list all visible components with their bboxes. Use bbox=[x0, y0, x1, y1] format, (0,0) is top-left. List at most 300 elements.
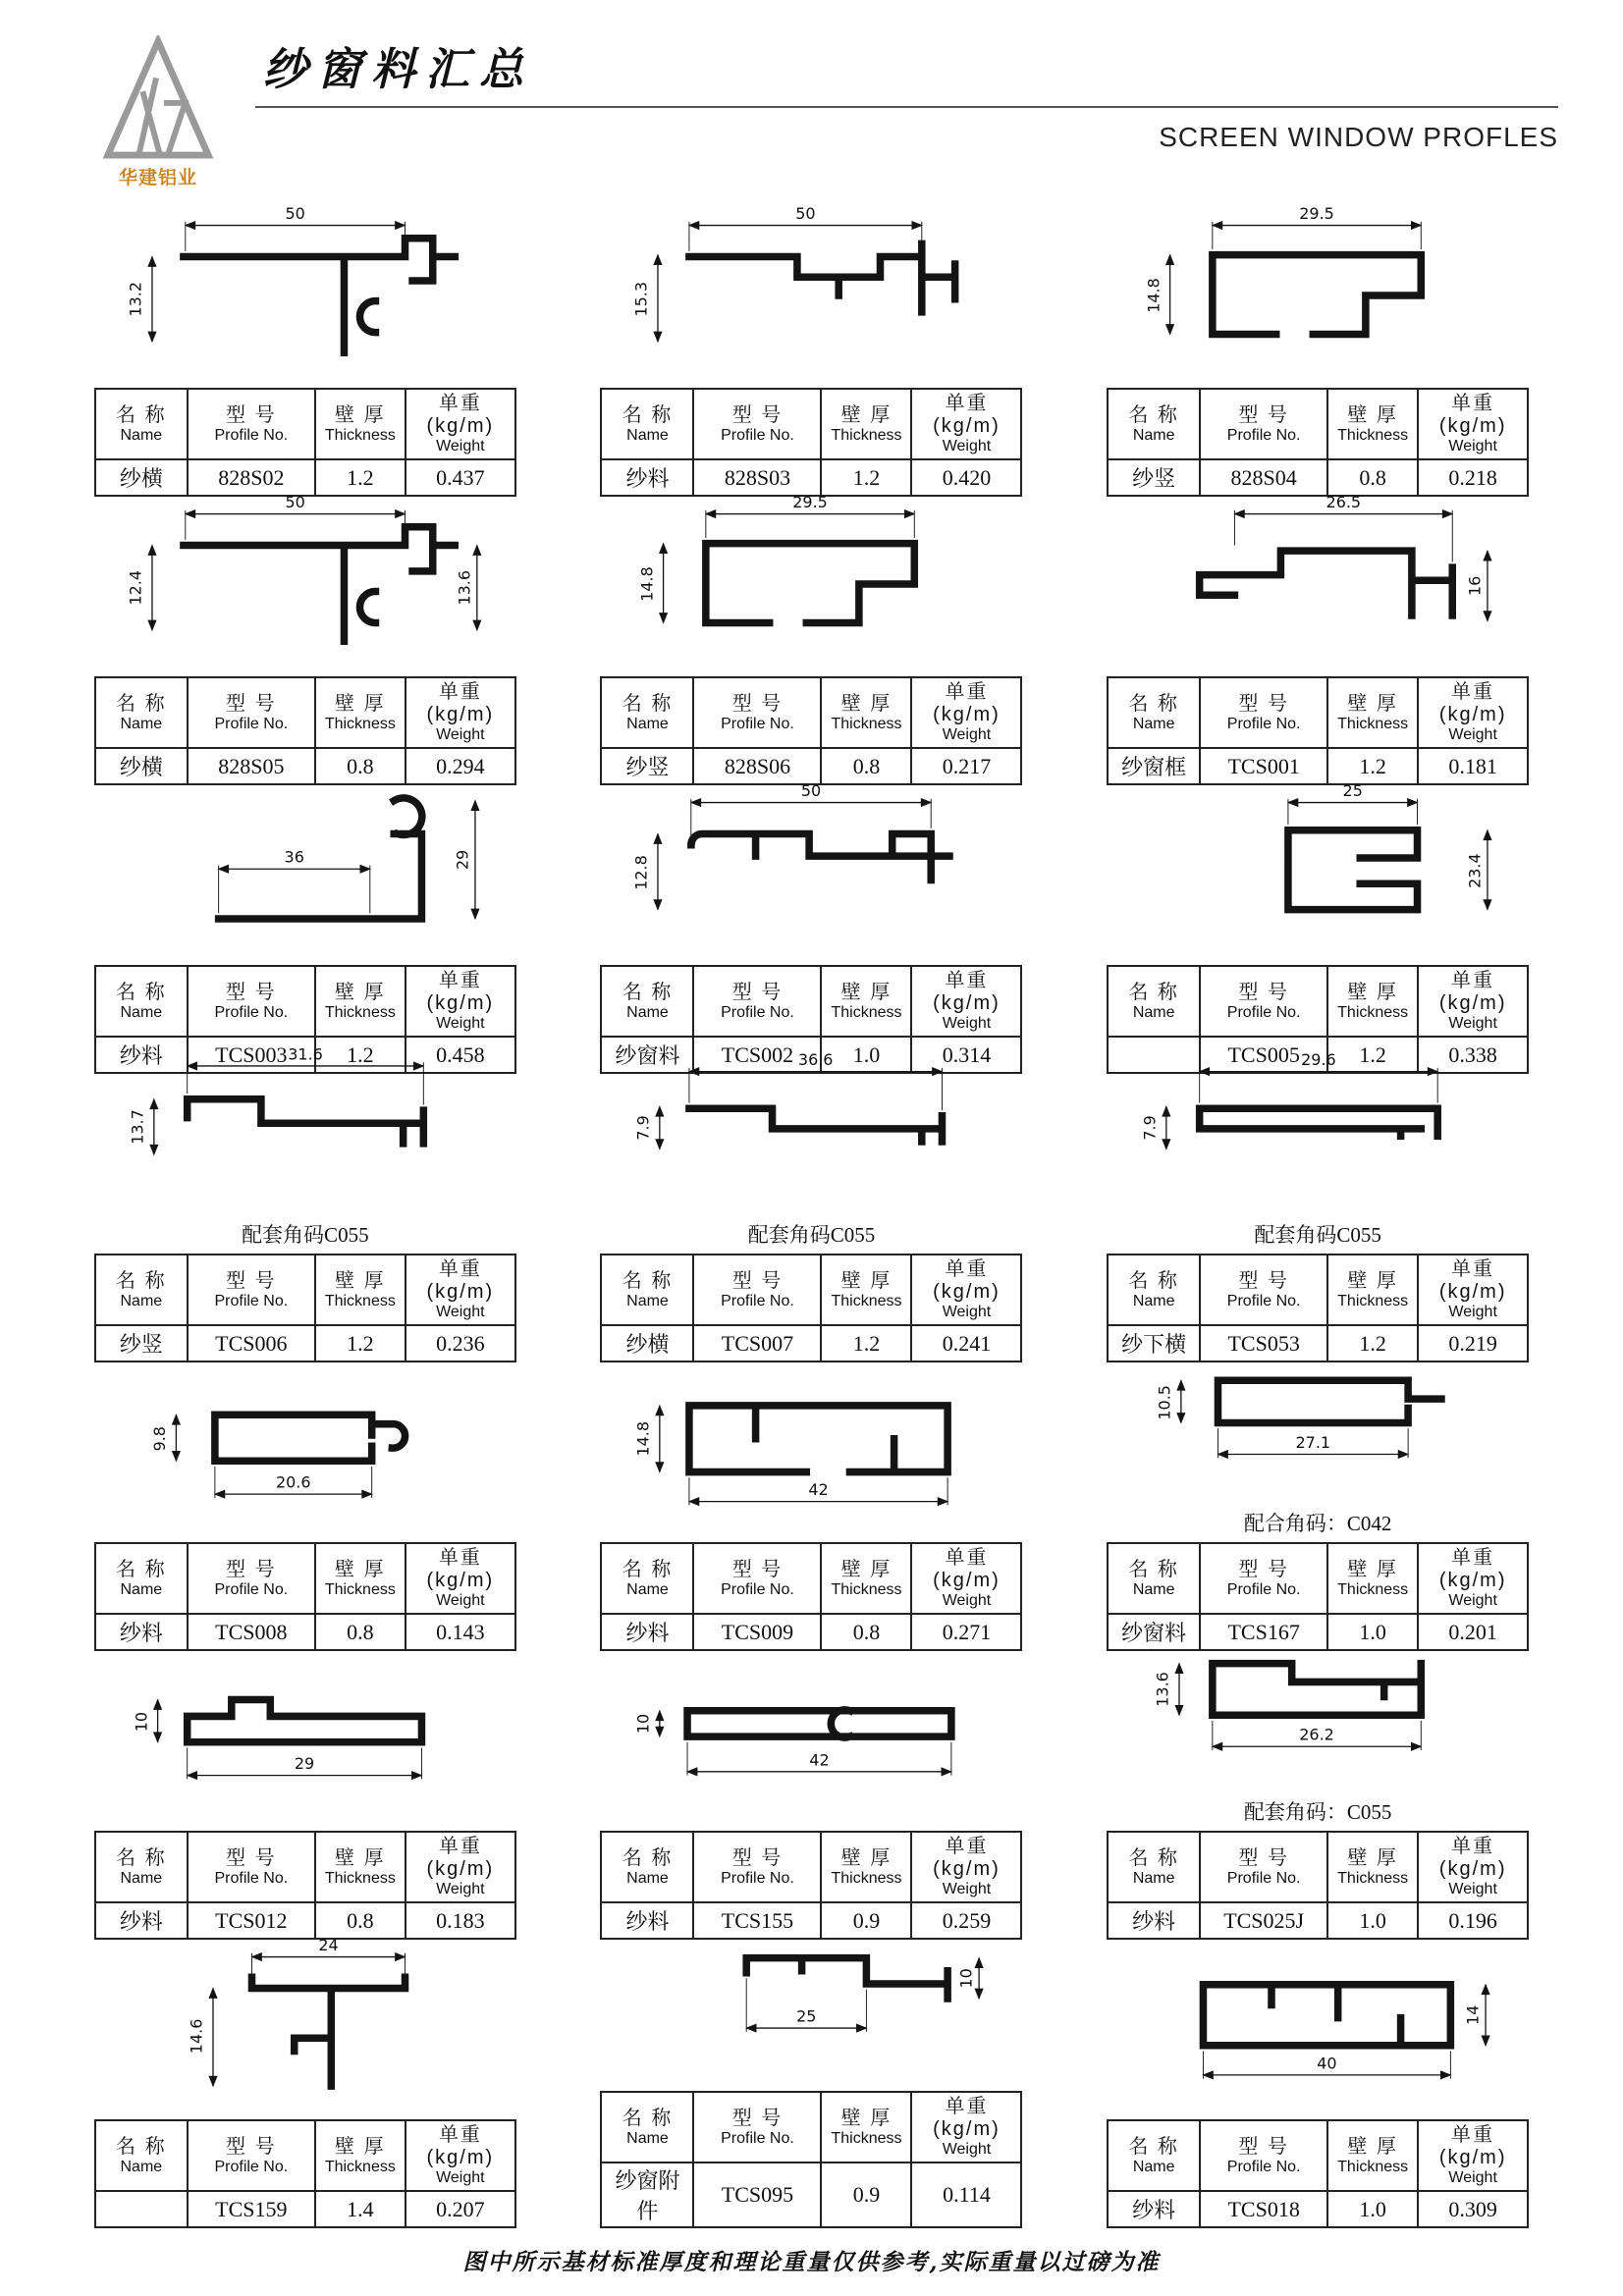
dim-width: 36.6 bbox=[798, 1050, 834, 1070]
col-name: 名 称 Name bbox=[601, 389, 693, 459]
thickness-cell: 1.2 bbox=[315, 1325, 406, 1362]
thickness-cell: 1.0 bbox=[1327, 2191, 1418, 2227]
profile-no-cell: TCS006 bbox=[188, 1325, 315, 1362]
col-name: 名 称 Name bbox=[1108, 2120, 1200, 2191]
logo-text: 华建铝业 bbox=[118, 168, 197, 188]
dim-width: 25 bbox=[796, 2006, 817, 2026]
thickness-cell: 0.8 bbox=[821, 1614, 911, 1650]
col-thickness: 壁 厚 Thickness bbox=[315, 1255, 406, 1325]
col-weight: 单重(kg/m) Weight bbox=[1418, 1832, 1528, 1902]
col-profile: 型 号 Profile No. bbox=[693, 677, 821, 748]
spec-row bbox=[95, 1325, 515, 1362]
dim-height: 10 bbox=[634, 1714, 654, 1735]
weight-cell: 0.114 bbox=[911, 2163, 1021, 2227]
col-profile: 型 号 Profile No. bbox=[188, 966, 315, 1037]
weight-cell: 0.201 bbox=[1418, 1614, 1528, 1650]
col-name: 名 称 Name bbox=[95, 1543, 188, 1614]
dim-width: 29.6 bbox=[1301, 1050, 1336, 1070]
profile-drawing bbox=[94, 1358, 516, 1542]
spec-row bbox=[601, 1325, 1021, 1362]
dim-height: 7.9 bbox=[634, 1115, 654, 1142]
name-cell: 纱竖 bbox=[1108, 459, 1200, 496]
col-profile: 型 号 Profile No. bbox=[1200, 1832, 1327, 1902]
thickness-cell: 1.2 bbox=[821, 1325, 911, 1362]
dim-width: 50 bbox=[801, 781, 822, 801]
dim-width: 50 bbox=[795, 204, 817, 224]
profile-outline bbox=[1200, 1109, 1438, 1137]
profile-drawing bbox=[600, 1358, 1022, 1542]
col-weight: 单重(kg/m) Weight bbox=[1418, 966, 1528, 1037]
profile-outline bbox=[689, 1406, 947, 1472]
profile-no-cell: TCS095 bbox=[693, 2163, 821, 2227]
dim-width: 26.2 bbox=[1299, 1726, 1334, 1745]
spec-row bbox=[95, 459, 515, 496]
profile-cell-828S05 bbox=[65, 493, 546, 795]
profile-cell-828S06 bbox=[571, 493, 1053, 795]
col-name: 名 称 Name bbox=[601, 1832, 693, 1902]
weight-cell: 0.241 bbox=[911, 1325, 1021, 1362]
profile-drawing bbox=[600, 780, 1022, 965]
thickness-cell: 1.0 bbox=[1327, 1902, 1418, 1939]
profile-drawing bbox=[94, 492, 516, 676]
col-weight: 单重(kg/m) Weight bbox=[406, 2120, 515, 2191]
spec-row bbox=[1108, 1902, 1528, 1939]
col-name: 名 称 Name bbox=[95, 2120, 188, 2191]
col-name: 名 称 Name bbox=[601, 1543, 693, 1614]
col-weight: 单重(kg/m) Weight bbox=[911, 2092, 1021, 2163]
profile-drawing bbox=[600, 1035, 1022, 1219]
dim-height: 23.4 bbox=[1465, 853, 1485, 889]
profile-outline bbox=[688, 1710, 952, 1737]
col-thickness: 壁 厚 Thickness bbox=[1327, 2120, 1418, 2191]
name-cell: 纱窗附件 bbox=[601, 2163, 693, 2227]
corner-code-note: 配套角码C055 bbox=[242, 1223, 369, 1248]
page-title: 纱窗料汇总 bbox=[263, 43, 534, 95]
col-profile: 型 号 Profile No. bbox=[1200, 1543, 1327, 1614]
profile-no-cell: 828S03 bbox=[693, 459, 821, 496]
page-header bbox=[65, 35, 1558, 210]
profile-outline bbox=[1213, 1664, 1421, 1716]
col-profile: 型 号 Profile No. bbox=[1200, 389, 1327, 459]
dim-height: 13.2 bbox=[126, 282, 145, 317]
col-name: 名 称 Name bbox=[95, 389, 188, 459]
col-profile: 型 号 Profile No. bbox=[1200, 677, 1327, 748]
profile-drawing bbox=[94, 780, 516, 965]
profile-outline bbox=[218, 798, 421, 919]
col-profile: 型 号 Profile No. bbox=[693, 1255, 821, 1325]
name-cell: 纱竖 bbox=[95, 1325, 188, 1362]
profile-no-cell: TCS001 bbox=[1200, 748, 1327, 784]
name-cell: 纱料 bbox=[95, 1037, 188, 1073]
col-weight: 单重(kg/m) Weight bbox=[406, 1832, 515, 1902]
name-cell: 纱竖 bbox=[601, 748, 693, 784]
dim-height: 10 bbox=[132, 1712, 151, 1733]
name-cell: 纱横 bbox=[601, 1325, 693, 1362]
col-thickness: 壁 厚 Thickness bbox=[315, 1543, 406, 1614]
weight-cell: 0.314 bbox=[911, 1037, 1021, 1073]
col-name: 名 称 Name bbox=[95, 677, 188, 748]
profile-cell-TCS009 bbox=[571, 1372, 1053, 1661]
profile-outline bbox=[691, 834, 949, 881]
weight-cell: 0.338 bbox=[1418, 1037, 1528, 1073]
profile-outline bbox=[1218, 1381, 1441, 1423]
profile-drawing bbox=[94, 1035, 516, 1219]
spec-table bbox=[94, 1254, 516, 1362]
profile-outline bbox=[1204, 1985, 1451, 2046]
thickness-cell: 1.0 bbox=[1327, 1614, 1418, 1650]
col-profile: 型 号 Profile No. bbox=[1200, 966, 1327, 1037]
weight-cell: 0.143 bbox=[406, 1614, 515, 1650]
dim-width: 26.5 bbox=[1325, 493, 1362, 512]
col-weight: 单重(kg/m) Weight bbox=[911, 1255, 1021, 1325]
dim-height-2: 13.6 bbox=[455, 570, 474, 606]
profile-outline bbox=[188, 1700, 422, 1742]
thickness-cell: 0.8 bbox=[1327, 459, 1418, 496]
profile-cell-828S04 bbox=[1077, 204, 1558, 507]
spec-row bbox=[601, 1614, 1021, 1650]
dim-height: 12.4 bbox=[126, 570, 145, 606]
name-cell: 纱料 bbox=[95, 1902, 188, 1939]
dim-height: 14.8 bbox=[634, 1421, 654, 1457]
col-thickness: 壁 厚 Thickness bbox=[315, 1832, 406, 1902]
profile-cell-TCS159 bbox=[65, 1936, 546, 2238]
col-thickness: 壁 厚 Thickness bbox=[1327, 1255, 1418, 1325]
name-cell bbox=[95, 2191, 188, 2227]
thickness-cell: 0.8 bbox=[821, 748, 911, 784]
col-weight: 单重(kg/m) Weight bbox=[911, 677, 1021, 748]
page-subtitle: SCREEN WINDOW PROFLES bbox=[1159, 121, 1558, 152]
profile-cell-TCS018 bbox=[1077, 1949, 1558, 2238]
thickness-cell: 1.2 bbox=[1327, 748, 1418, 784]
col-thickness: 壁 厚 Thickness bbox=[1327, 389, 1418, 459]
col-profile: 型 号 Profile No. bbox=[1200, 2120, 1327, 2191]
spec-table bbox=[1107, 2119, 1529, 2228]
profile-drawing bbox=[1107, 780, 1529, 965]
col-name: 名 称 Name bbox=[601, 677, 693, 748]
spec-table bbox=[94, 1542, 516, 1651]
col-name: 名 称 Name bbox=[601, 2092, 693, 2163]
col-name: 名 称 Name bbox=[1108, 1832, 1200, 1902]
dim-height: 16 bbox=[1465, 576, 1485, 597]
thickness-cell: 1.2 bbox=[1327, 1037, 1418, 1073]
profile-no-cell: TCS167 bbox=[1200, 1614, 1327, 1650]
profile-no-cell: TCS155 bbox=[693, 1902, 821, 1939]
corner-code-note: 配合角码：C042 bbox=[1243, 1512, 1392, 1536]
dim-width: 20.6 bbox=[275, 1472, 311, 1492]
col-profile: 型 号 Profile No. bbox=[188, 2120, 315, 2191]
profile-outline bbox=[1200, 552, 1453, 616]
name-cell: 纱料 bbox=[601, 1614, 693, 1650]
weight-cell: 0.207 bbox=[406, 2191, 515, 2227]
dim-height: 9.8 bbox=[149, 1426, 169, 1452]
col-name: 名 称 Name bbox=[95, 1255, 188, 1325]
spec-row bbox=[95, 748, 515, 784]
profile-drawing bbox=[1107, 1323, 1529, 1508]
col-weight: 单重(kg/m) Weight bbox=[911, 1832, 1021, 1902]
dim-width: 29 bbox=[294, 1754, 315, 1774]
dim-height: 14 bbox=[1463, 2005, 1483, 2026]
spec-table bbox=[94, 388, 516, 497]
col-thickness: 壁 厚 Thickness bbox=[315, 2120, 406, 2191]
col-weight: 单重(kg/m) Weight bbox=[1418, 1255, 1528, 1325]
col-profile: 型 号 Profile No. bbox=[693, 389, 821, 459]
col-weight: 单重(kg/m) Weight bbox=[406, 966, 515, 1037]
logo-triangle-icon bbox=[100, 35, 216, 161]
profile-drawing bbox=[94, 1935, 516, 2119]
profile-outline bbox=[689, 1109, 943, 1143]
col-profile: 型 号 Profile No. bbox=[188, 1543, 315, 1614]
header-rule bbox=[255, 106, 1558, 108]
weight-cell: 0.259 bbox=[911, 1902, 1021, 1939]
thickness-cell: 1.4 bbox=[315, 2191, 406, 2227]
thickness-cell: 1.0 bbox=[821, 1037, 911, 1073]
col-weight: 单重(kg/m) Weight bbox=[1418, 677, 1528, 748]
dim-height: 13.6 bbox=[1153, 1672, 1172, 1708]
col-thickness: 壁 厚 Thickness bbox=[821, 1255, 911, 1325]
profile-cell-TCS025J bbox=[1077, 1661, 1558, 1949]
weight-cell: 0.437 bbox=[406, 459, 515, 496]
profile-no-cell: 828S04 bbox=[1200, 459, 1327, 496]
profile-drawing bbox=[600, 203, 1022, 388]
col-thickness: 壁 厚 Thickness bbox=[821, 966, 911, 1037]
col-name: 名 称 Name bbox=[1108, 389, 1200, 459]
dim-height: 13.7 bbox=[128, 1109, 147, 1146]
spec-row bbox=[95, 1614, 515, 1650]
col-name: 名 称 Name bbox=[95, 1832, 188, 1902]
profile-no-cell: TCS008 bbox=[188, 1614, 315, 1650]
thickness-cell: 1.2 bbox=[1327, 1325, 1418, 1362]
col-name: 名 称 Name bbox=[1108, 677, 1200, 748]
dim-height: 12.8 bbox=[632, 855, 652, 891]
col-profile: 型 号 Profile No. bbox=[693, 966, 821, 1037]
col-thickness: 壁 厚 Thickness bbox=[821, 1543, 911, 1614]
profile-outline bbox=[1213, 255, 1421, 335]
profile-no-cell: TCS053 bbox=[1200, 1325, 1327, 1362]
col-thickness: 壁 厚 Thickness bbox=[821, 1832, 911, 1902]
dim-width: 24 bbox=[318, 1936, 339, 1955]
thickness-cell: 1.2 bbox=[821, 459, 911, 496]
profile-outline bbox=[184, 239, 455, 353]
col-weight: 单重(kg/m) Weight bbox=[406, 1543, 515, 1614]
weight-cell: 0.196 bbox=[1418, 1902, 1528, 1939]
profile-outline bbox=[215, 1415, 406, 1462]
name-cell: 纱窗料 bbox=[601, 1037, 693, 1073]
dim-height: 14.6 bbox=[187, 2019, 206, 2055]
corner-code-note: 配套角码C055 bbox=[1254, 1223, 1381, 1248]
dim-height: 7.9 bbox=[1140, 1115, 1160, 1142]
spec-table bbox=[600, 1542, 1022, 1651]
profile-drawing bbox=[94, 203, 516, 388]
dim-height: 10 bbox=[957, 1968, 977, 1989]
col-weight: 单重(kg/m) Weight bbox=[1418, 2120, 1528, 2191]
profile-drawing bbox=[1107, 1935, 1529, 2119]
profile-drawing bbox=[94, 1646, 516, 1831]
spec-row bbox=[601, 748, 1021, 784]
col-profile: 型 号 Profile No. bbox=[188, 389, 315, 459]
profile-no-cell: TCS159 bbox=[188, 2191, 315, 2227]
profile-drawing bbox=[600, 1646, 1022, 1831]
dim-width: 25 bbox=[1342, 781, 1364, 801]
weight-cell: 0.218 bbox=[1418, 459, 1528, 496]
profile-no-cell: TCS025J bbox=[1200, 1902, 1327, 1939]
col-weight: 单重(kg/m) Weight bbox=[911, 1543, 1021, 1614]
profile-outline bbox=[706, 544, 914, 623]
profile-no-cell: TCS009 bbox=[693, 1614, 821, 1650]
weight-cell: 0.217 bbox=[911, 748, 1021, 784]
weight-cell: 0.183 bbox=[406, 1902, 515, 1939]
profile-cell-TCS001 bbox=[1077, 493, 1558, 795]
spec-table bbox=[1107, 676, 1529, 785]
profile-drawing bbox=[1107, 1612, 1529, 1796]
profile-no-cell: TCS012 bbox=[188, 1902, 315, 1939]
col-thickness: 壁 厚 Thickness bbox=[1327, 1832, 1418, 1902]
profiles-grid bbox=[65, 204, 1558, 2238]
name-cell: 纱料 bbox=[601, 459, 693, 496]
profile-no-cell: TCS003 bbox=[188, 1037, 315, 1073]
profile-outline bbox=[184, 527, 455, 642]
weight-cell: 0.309 bbox=[1418, 2191, 1528, 2227]
spec-row bbox=[1108, 748, 1528, 784]
name-cell: 纱横 bbox=[95, 748, 188, 784]
weight-cell: 0.219 bbox=[1418, 1325, 1528, 1362]
col-profile: 型 号 Profile No. bbox=[1200, 1255, 1327, 1325]
col-thickness: 壁 厚 Thickness bbox=[1327, 966, 1418, 1037]
col-weight: 单重(kg/m) Weight bbox=[406, 389, 515, 459]
footer-note: 图中所示基材标准厚度和理论重量仅供参考,实际重量以过磅为准 bbox=[462, 2249, 1161, 2275]
thickness-cell: 1.2 bbox=[315, 459, 406, 496]
profile-drawing bbox=[1107, 1035, 1529, 1219]
col-profile: 型 号 Profile No. bbox=[188, 1255, 315, 1325]
profile-no-cell: TCS005 bbox=[1200, 1037, 1327, 1073]
dim-height: 29 bbox=[453, 850, 472, 871]
col-thickness: 壁 厚 Thickness bbox=[315, 389, 406, 459]
profile-no-cell: 828S05 bbox=[188, 748, 315, 784]
spec-row bbox=[1108, 2191, 1528, 2227]
spec-row bbox=[95, 1902, 515, 1939]
profile-cell-TCS012 bbox=[65, 1661, 546, 1949]
col-weight: 单重(kg/m) Weight bbox=[911, 966, 1021, 1037]
col-weight: 单重(kg/m) Weight bbox=[406, 677, 515, 748]
dim-height: 10.5 bbox=[1155, 1385, 1174, 1421]
col-name: 名 称 Name bbox=[1108, 1255, 1200, 1325]
spec-table bbox=[94, 676, 516, 785]
spec-row bbox=[601, 2163, 1021, 2227]
spec-table bbox=[600, 388, 1022, 497]
profile-no-cell: 828S02 bbox=[188, 459, 315, 496]
col-thickness: 壁 厚 Thickness bbox=[1327, 1543, 1418, 1614]
name-cell: 纱窗料 bbox=[1108, 1614, 1200, 1650]
profile-outline bbox=[747, 1958, 948, 1999]
dim-width: 31.6 bbox=[288, 1044, 323, 1064]
name-cell: 纱窗框 bbox=[1108, 748, 1200, 784]
dim-width: 29.5 bbox=[792, 493, 829, 512]
weight-cell: 0.420 bbox=[911, 459, 1021, 496]
dim-width: 29.5 bbox=[1299, 204, 1334, 224]
dim-height: 15.3 bbox=[632, 282, 652, 317]
col-thickness: 壁 厚 Thickness bbox=[315, 966, 406, 1037]
profile-outline bbox=[188, 1099, 424, 1144]
profile-no-cell: 828S06 bbox=[693, 748, 821, 784]
spec-row bbox=[1108, 459, 1528, 496]
spec-table bbox=[600, 676, 1022, 785]
profile-drawing bbox=[1107, 492, 1529, 676]
thickness-cell: 0.8 bbox=[315, 1902, 406, 1939]
col-profile: 型 号 Profile No. bbox=[693, 1543, 821, 1614]
col-name: 名 称 Name bbox=[1108, 966, 1200, 1037]
name-cell: 纱下横 bbox=[1108, 1325, 1200, 1362]
dim-width: 50 bbox=[285, 493, 305, 512]
header-right bbox=[255, 35, 1558, 153]
spec-table bbox=[1107, 388, 1529, 497]
weight-cell: 0.294 bbox=[406, 748, 515, 784]
profile-drawing bbox=[1107, 203, 1529, 388]
profile-outline bbox=[251, 1978, 405, 2087]
dim-width: 36 bbox=[284, 848, 304, 868]
dim-width: 40 bbox=[1317, 2054, 1337, 2073]
dim-height: 14.8 bbox=[637, 566, 657, 603]
name-cell: 纱料 bbox=[601, 1902, 693, 1939]
profile-cell-TCS095 bbox=[571, 1949, 1053, 2238]
spec-table bbox=[1107, 1831, 1529, 1940]
dim-width: 42 bbox=[809, 1750, 831, 1770]
spec-table bbox=[600, 2091, 1022, 2228]
dim-height: 14.8 bbox=[1144, 278, 1163, 314]
weight-cell: 0.181 bbox=[1418, 748, 1528, 784]
name-cell: 纱料 bbox=[95, 1614, 188, 1650]
corner-code-note: 配套角码C055 bbox=[747, 1223, 876, 1248]
profile-no-cell: TCS018 bbox=[1200, 2191, 1327, 2227]
col-profile: 型 号 Profile No. bbox=[188, 1832, 315, 1902]
name-cell: 纱料 bbox=[1108, 2191, 1200, 2227]
spec-table bbox=[94, 2119, 516, 2228]
thickness-cell: 0.8 bbox=[315, 748, 406, 784]
thickness-cell: 0.9 bbox=[821, 1902, 911, 1939]
col-profile: 型 号 Profile No. bbox=[693, 2092, 821, 2163]
profile-drawing bbox=[600, 1906, 1022, 2091]
spec-row bbox=[601, 459, 1021, 496]
profile-drawing bbox=[600, 492, 1022, 676]
spec-row bbox=[95, 2191, 515, 2227]
spec-table bbox=[600, 1254, 1022, 1362]
col-thickness: 壁 厚 Thickness bbox=[821, 677, 911, 748]
col-name: 名 称 Name bbox=[601, 966, 693, 1037]
col-thickness: 壁 厚 Thickness bbox=[1327, 677, 1418, 748]
dim-width: 27.1 bbox=[1295, 1433, 1331, 1453]
profile-no-cell: TCS007 bbox=[693, 1325, 821, 1362]
col-profile: 型 号 Profile No. bbox=[188, 677, 315, 748]
thickness-cell: 0.9 bbox=[821, 2163, 911, 2227]
weight-cell: 0.458 bbox=[406, 1037, 515, 1073]
col-weight: 单重(kg/m) Weight bbox=[406, 1255, 515, 1325]
profile-cell-TCS008 bbox=[65, 1372, 546, 1661]
col-thickness: 壁 厚 Thickness bbox=[821, 389, 911, 459]
spec-table bbox=[94, 1831, 516, 1940]
name-cell: 纱料 bbox=[1108, 1902, 1200, 1939]
dim-width: 42 bbox=[808, 1480, 830, 1500]
dim-width: 50 bbox=[285, 204, 305, 224]
col-weight: 单重(kg/m) Weight bbox=[1418, 1543, 1528, 1614]
company-logo bbox=[84, 35, 232, 189]
name-cell: 纱横 bbox=[95, 459, 188, 496]
col-name: 名 称 Name bbox=[95, 966, 188, 1037]
corner-code-note: 配套角码：C055 bbox=[1243, 1800, 1392, 1825]
thickness-cell: 0.8 bbox=[315, 1614, 406, 1650]
col-weight: 单重(kg/m) Weight bbox=[911, 389, 1021, 459]
col-thickness: 壁 厚 Thickness bbox=[821, 2092, 911, 2163]
weight-cell: 0.271 bbox=[911, 1614, 1021, 1650]
profile-no-cell: TCS002 bbox=[693, 1037, 821, 1073]
profile-cell-828S03 bbox=[571, 204, 1053, 507]
